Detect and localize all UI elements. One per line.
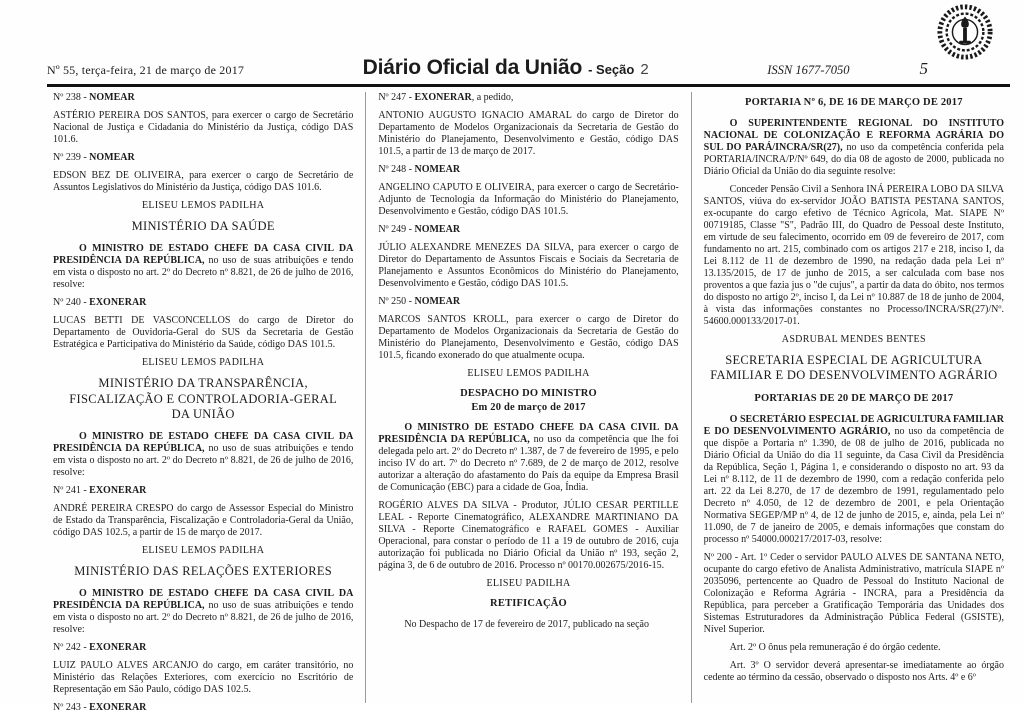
organ-heading: MINISTÉRIO DA SAÚDE	[131, 219, 275, 233]
organ-heading: MINISTÉRIO DA TRANSPARÊNCIA, FISCALIZAÇÃO E CONTROLADORIA-GERAL DA UNIÃO	[69, 376, 338, 421]
header-right	[767, 59, 928, 79]
column-center	[372, 92, 684, 703]
body-paragraph: ANGELINO CAPUTO E OLIVEIRA, para exercer o cargo de Secretário-Adjunto de Tecnologia da Informação do Ministério do Planejamento, Desenvolvimento e Gestão, código DAS 101.5.	[378, 182, 679, 217]
page-number: 5	[919, 59, 928, 78]
header-rule	[47, 84, 1010, 87]
act-number-line: Nº 247 - EXONERAR, a pedido,	[378, 92, 514, 103]
body-paragraph: O SECRETÁRIO ESPECIAL DE AGRICULTURA FAMILIAR E DO DESENVOLVIMENTO AGRÁRIO, no uso da competência de que dispõe a Portaria nº 1.390, de 08 de julho de 2016, publicada no Diário Oficial da União do dia 11 seguinte, da Casa Civil da Presidência da República, Seção 1, Página 1, e considerando o disposto no art. 93 da Lei nº 8.112, de 11 de dezembro de 1990, com a redação conferida pelo art. 22 da Lei 8.270, de 17 de dezembro de 1991, regulamentado pelo Decreto nº 4.050, de 12 de dezembro de 2001, e pela Orientação Normativa SEGEP/MP nº 4, de 12 de junho de 2015, e, ainda, pela Lei nº 11.090, de 7 de janeiro de 2005, e demais informações que constam do processo nº 54000.000217/2017-03, resolve:	[703, 413, 1004, 545]
column-divider	[691, 92, 692, 703]
edition-info: Nº 55, terça-feira, 21 de março de 2017	[47, 63, 245, 77]
body-paragraph: ROGÉRIO ALVES DA SILVA - Produtor, JÚLIO CESAR PERTILLE LEAL - Reporte Cinematográfico, ALEXANDRE MARTINIANO DA SILVA - Reporte Cinematográfico e RAFAEL GOMES - Auxiliar Operacional, para constar o período de 11 a 19 de outubro de 2016, cuja autorização foi publicada no Diário Oficial da União nº 193, seção 2, página 3, de 6 de outubro de 2016. Processo nº 00170.002675/2016-15.	[378, 500, 679, 572]
document-heading: DESPACHO DO MINISTRO Em 20 de março de 2017	[460, 388, 597, 413]
body-paragraph: O MINISTRO DE ESTADO CHEFE DA CASA CIVIL DA PRESIDÊNCIA DA REPÚBLICA, no uso de suas atribuições e tendo em vista o disposto no art. 2º do Decreto nº 8.821, de 26 de julho de 2016, resolve:	[53, 243, 354, 291]
signature-name: ASDRUBAL MENDES BENTES	[781, 333, 926, 345]
body-paragraph: ANTONIO AUGUSTO IGNACIO AMARAL do cargo de Diretor do Departamento de Modelos Organizacionais da Secretaria de Gestão do Ministério do Planejamento, Desenvolvimento e Gestão, código DAS 101.5, a partir de 13 de março de 2017.	[378, 110, 679, 157]
organ-heading: MINISTÉRIO DAS RELAÇÕES EXTERIORES	[74, 564, 333, 578]
body-paragraph: LUIZ PAULO ALVES ARCANJO do cargo, em caráter transitório, no Ministério das Relações Exteriores, com exercício no Escritório de Representação em São Paulo, código DAS 102.5.	[53, 660, 354, 696]
column-left	[47, 92, 359, 714]
document-heading: PORTARIAS DE 20 DE MARÇO DE 2017	[754, 393, 954, 405]
body-paragraph: No Despacho de 17 de fevereiro de 2017, publicado na seção	[404, 618, 649, 630]
body-paragraph: MARCOS SANTOS KROLL, para exercer o cargo de Diretor do Departamento de Modelos Organizacionais da Secretaria de Gestão do Ministério do Planejamento, Desenvolvimento e Gestão, código DAS 101.5, ficando exonerado do que atualmente ocupa.	[378, 314, 679, 361]
issn-label: ISSN 1677-7050	[767, 63, 850, 77]
act-number-line: Nº 238 - NOMEAR	[53, 92, 135, 103]
column-divider	[365, 92, 366, 703]
imprensa-nacional-seal-icon	[936, 2, 994, 62]
signature-name: ELISEU LEMOS PADILHA	[142, 200, 265, 211]
act-number-line: Nº 250 - NOMEAR	[378, 296, 461, 307]
body-paragraph: Art. 3º O servidor deverá apresentar-se imediatamente ao órgão cedente ao término da cessão, observado o disposto nos Arts. 4º e 6º	[703, 659, 1004, 683]
body-paragraph: Art. 2º O ônus pela remuneração é do órgão cedente.	[729, 641, 941, 653]
signature-name: ELISEU PADILHA	[486, 578, 571, 590]
page-header	[47, 56, 1008, 82]
body-paragraph: ASTÉRIO PEREIRA DOS SANTOS, para exercer o cargo de Secretário Nacional de Justiça e Cidadania do Ministério da Justiça, código DAS 101.6.	[53, 110, 354, 145]
body-paragraph: ANDRÉ PEREIRA CRESPO do cargo de Assessor Especial do Ministro de Estado da Transparência, Fiscalização e Controladoria-Geral da União, código DAS 102.5, a partir de 15 de março de 2017.	[53, 503, 354, 538]
act-number-line: Nº 242 - EXONERAR	[53, 642, 147, 654]
signature-name: ELISEU LEMOS PADILHA	[142, 545, 265, 556]
section-number: 2	[640, 61, 649, 78]
article-columns	[47, 92, 1010, 714]
body-paragraph: O MINISTRO DE ESTADO CHEFE DA CASA CIVIL DA PRESIDÊNCIA DA REPÚBLICA, no uso da competência que lhe foi delegada pelo art. 2º do Decreto nº 1.387, de 7 de fevereiro de 1995, e pelo inciso IV do art. 7º do Decreto nº 7.689, de 2 de março de 2012, resolve autorizar a alteração do afastamento do País da equipe da Empresa Brasil de Comunicação (EBC) para a cidade de Goa, Índia.	[378, 422, 679, 494]
body-paragraph: O MINISTRO DE ESTADO CHEFE DA CASA CIVIL DA PRESIDÊNCIA DA REPÚBLICA, no uso de suas atribuições e tendo em vista o disposto no art. 2º do Decreto nº 8.821, de 26 de julho de 2016, resolve:	[53, 588, 354, 636]
act-number-line: Nº 249 - NOMEAR	[378, 224, 461, 235]
document-heading: RETIFICAÇÃO	[490, 598, 567, 610]
body-paragraph: Nº 200 - Art. 1º Ceder o servidor PAULO ALVES DE SANTANA NETO, ocupante do cargo efetivo de Analista Administrativo, matrícula SIAPE nº 2035096, pertencente ao Quadro de Pessoal do Instituto Nacional de Colonização e Reforma Agrária - INCRA, para a Presidência da República, para perceber a Gratificação Temporária das Unidades dos Sistemas Estruturadores da Administração Pública Federal (GSISTE), Nível Superior.	[703, 551, 1004, 635]
act-number-line: Nº 248 - NOMEAR	[378, 164, 461, 175]
column-right	[698, 92, 1010, 703]
act-number-line: Nº 241 - EXONERAR	[53, 485, 147, 496]
body-paragraph: EDSON BEZ DE OLIVEIRA, para exercer o cargo de Secretário de Assuntos Legislativos do Ministério da Justiça, código DAS 101.6.	[53, 170, 354, 193]
body-paragraph: LUCAS BETTI DE VASCONCELLOS do cargo de Diretor do Departamento de Ouvidoria-Geral do SUS da Secretaria de Gestão Estratégica e Participativa do Ministério da Saúde, código DAS 101.5.	[53, 315, 354, 351]
document-heading: PORTARIA Nº 6, DE 16 DE MARÇO DE 2017	[744, 97, 963, 108]
section-label: - Seção	[588, 62, 635, 77]
signature-name: ELISEU LEMOS PADILHA	[142, 357, 265, 369]
body-paragraph: O MINISTRO DE ESTADO CHEFE DA CASA CIVIL DA PRESIDÊNCIA DA REPÚBLICA, no uso de suas atribuições e tendo em vista o disposto no art. 2º do Decreto nº 8.821, de 26 de julho de 2016, resolve:	[53, 431, 354, 478]
act-number-line: Nº 240 - EXONERAR	[53, 297, 147, 309]
organ-heading: SECRETARIA ESPECIAL DE AGRICULTURA FAMILIAR E DO DESENVOLVIMENTO AGRÁRIO	[710, 352, 998, 382]
masthead	[244, 56, 767, 80]
act-number-line: Nº 239 - NOMEAR	[53, 152, 135, 163]
signature-name: ELISEU LEMOS PADILHA	[467, 368, 590, 379]
masthead-title: Diário Oficial da União	[362, 56, 583, 79]
body-paragraph: Conceder Pensão Civil a Senhora INÁ PEREIRA LOBO DA SILVA SANTOS, viúva do ex-servidor JOÃO BATISTA PESTANA SANTOS, ex-ocupante do cargo efetivo de Técnico Agrícola, Mat. SIAPE Nº 00719185, Classe "S", Padrão III, do Quadro de Pessoal deste Instituto, em virtude de seu falecimento, ocorrido em 09 de fevereiro de 2017, com fundamento no art. 215, combinado com os artigos 217 e 218, inciso I, da Lei 8.112 de 11 de dezembro de 1990, na redação dada pela Lei nº 13.135/2015, de 17 de junho de 2015, a ser calculada com base nos proventos a que fazia jus o "de cujus", a partir da data do óbito, nos termos do disposto no artigo 2º, inciso I, da Lei nº 10.887 de 18 de junho de 2004, à vista das informações constantes no Processo/INCRA/SR(27)/Nº. 54600.000133/2017-01.	[703, 183, 1004, 327]
body-paragraph: O SUPERINTENDENTE REGIONAL DO INSTITUTO NACIONAL DE COLONIZAÇÃO E REFORMA AGRÁRIA DO SUL DO PARÁ/INCRA/SR(27), no uso da competência conferida pela PORTARIA/INCRA/P/Nº 649, do dia 08 de agosto de 2000, publicada no Diário Oficial da União do dia seguinte resolve:	[703, 117, 1004, 177]
act-number-line: Nº 243 - EXONERAR	[53, 702, 147, 714]
body-paragraph: JÚLIO ALEXANDRE MENEZES DA SILVA, para exercer o cargo de Diretor do Departamento de Assuntos Fiscais e Sociais da Secretaria de Planejamento e Assuntos Econômicos do Ministério do Planejamento, Desenvolvimento e Gestão, código DAS 101.5.	[378, 242, 679, 289]
